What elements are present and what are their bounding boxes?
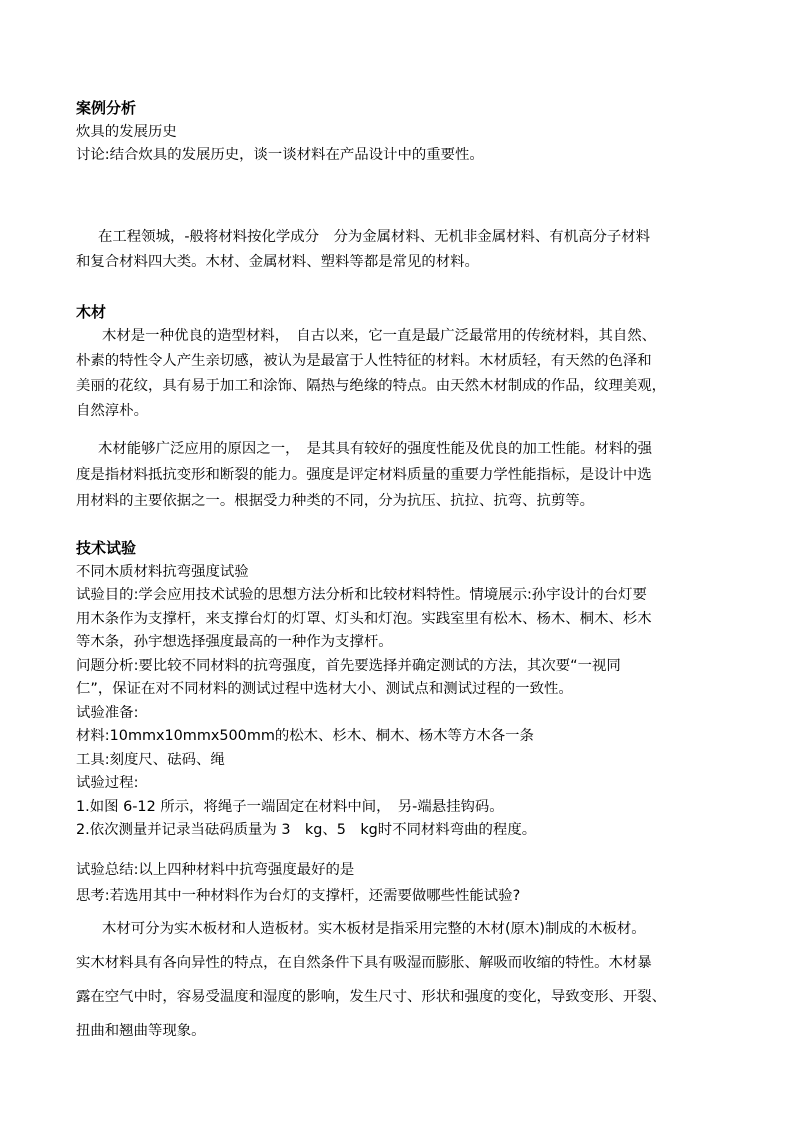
intro-line-1: 在工程领城，-般将材料按化学成分 分为金属材料、无机非金属材料、有机高分子材料 xyxy=(98,228,651,245)
test-line: 材料:10mmx10mmx500mm的松木、杉木、桐木、杨木等方木各一条 xyxy=(76,728,534,744)
paragraph-line: 自然淳朴。 xyxy=(76,403,148,419)
test-line: 用木条作为支撑杆，来支撑台灯的灯罩、灯头和灯泡。实践室里有松木、杨木、桐木、杉木 xyxy=(76,610,652,627)
paragraph-line: 朴素的特性令人产生亲切感，被认为是最富于人性特征的材料。木材质轻，有天然的色泽和 xyxy=(76,353,652,369)
wood-paragraph-1 xyxy=(76,324,722,424)
test-thinking: 思考:若选用其中一种材料作为台灯的支撑杆，还需要做哪些性能试验? xyxy=(76,887,521,904)
paragraph-line: 美丽的花纹，具有易于加工和涂饰、隔热与绝缘的特点。由天然木材制成的作品，纹理美观， xyxy=(76,378,667,394)
paragraph-line: 实木材料具有各向异性的特点，在自然条件下具有吸湿而膨胀、解吸而收缩的特性。木材暴 xyxy=(76,954,652,971)
board-paragraph xyxy=(76,912,722,1048)
test-line: 2.依次测量并记录当砝码质量为 3 kg、5 kg时不同材料弯曲的程度。 xyxy=(76,822,537,838)
test-heading: 技术试验 xyxy=(76,539,137,557)
paragraph-line: 木材是一种优良的造型材料， 自古以来，它一直是最广泛最常用的传统材料，其自然、 xyxy=(102,328,657,344)
test-line: 试验过程: xyxy=(76,775,139,791)
test-conclusion: 试验总结:以上四种材料中抗弯强度最好的是 xyxy=(76,861,355,878)
document-page xyxy=(76,97,722,1048)
paragraph-line: 扭曲和翘曲等现象。 xyxy=(76,1022,206,1039)
paragraph-line: 木材能够广泛应用的原因之一， 是其具有较好的强度性能及优良的加工性能。材料的强 xyxy=(98,441,653,457)
paragraph-line: 木材可分为实木板材和人造板材。实木板材是指采用完整的木材(原木)制成的木板材。 xyxy=(102,920,646,937)
test-line: 工具:刻度尺、砝码、绳 xyxy=(76,751,225,768)
case-discussion: 讨论:结合炊具的发展历史，谈一谈材料在产品设计中的重要性。 xyxy=(76,147,484,163)
test-line: 试验目的:学会应用技术试验的思想方法分析和比较材料特性。情境展示:孙宇设计的台灯要 xyxy=(76,587,647,603)
test-line: 仁”，保证在对不同材料的测试过程中选材大小、测试点和测试过程的一致性。 xyxy=(76,681,573,697)
case-subtitle: 炊具的发展历史 xyxy=(76,123,177,140)
case-heading: 案例分析 xyxy=(76,99,137,117)
test-section xyxy=(76,561,722,843)
test-line: 试验准备: xyxy=(76,704,139,721)
test-line: 问题分析:要比较不同材料的抗弯强度，首先要选择并确定测试的方法，其次要“一视同 xyxy=(76,657,621,674)
wood-paragraph-2 xyxy=(76,436,722,514)
intro-line-2: 和复合材料四大类。木材、金属材料、塑料等都是常见的材料。 xyxy=(76,253,479,270)
paragraph-line: 用材料的主要依据之一。根据受力种类的不同，分为抗压、抗拉、抗弯、抗剪等。 xyxy=(76,493,595,509)
test-line: 1.如图 6-12 所示，将绳子一端固定在材料中间， 另-端悬挂钩码。 xyxy=(76,798,504,815)
paragraph-line: 度是指材料抵抗变形和断裂的能力。强度是评定材料质量的重要力学性能指标，是设计中选 xyxy=(76,467,652,483)
paragraph-line: 露在空气中时，容易受温度和湿度的影响，发生尺寸、形状和强度的变化，导致变形、开裂、 xyxy=(76,988,667,1005)
test-line: 不同木质材料抗弯强度试验 xyxy=(76,563,249,580)
wood-heading: 木材 xyxy=(76,302,107,321)
test-line: 等木条，孙宇想选择强度最高的一种作为支撑杆。 xyxy=(76,634,393,650)
